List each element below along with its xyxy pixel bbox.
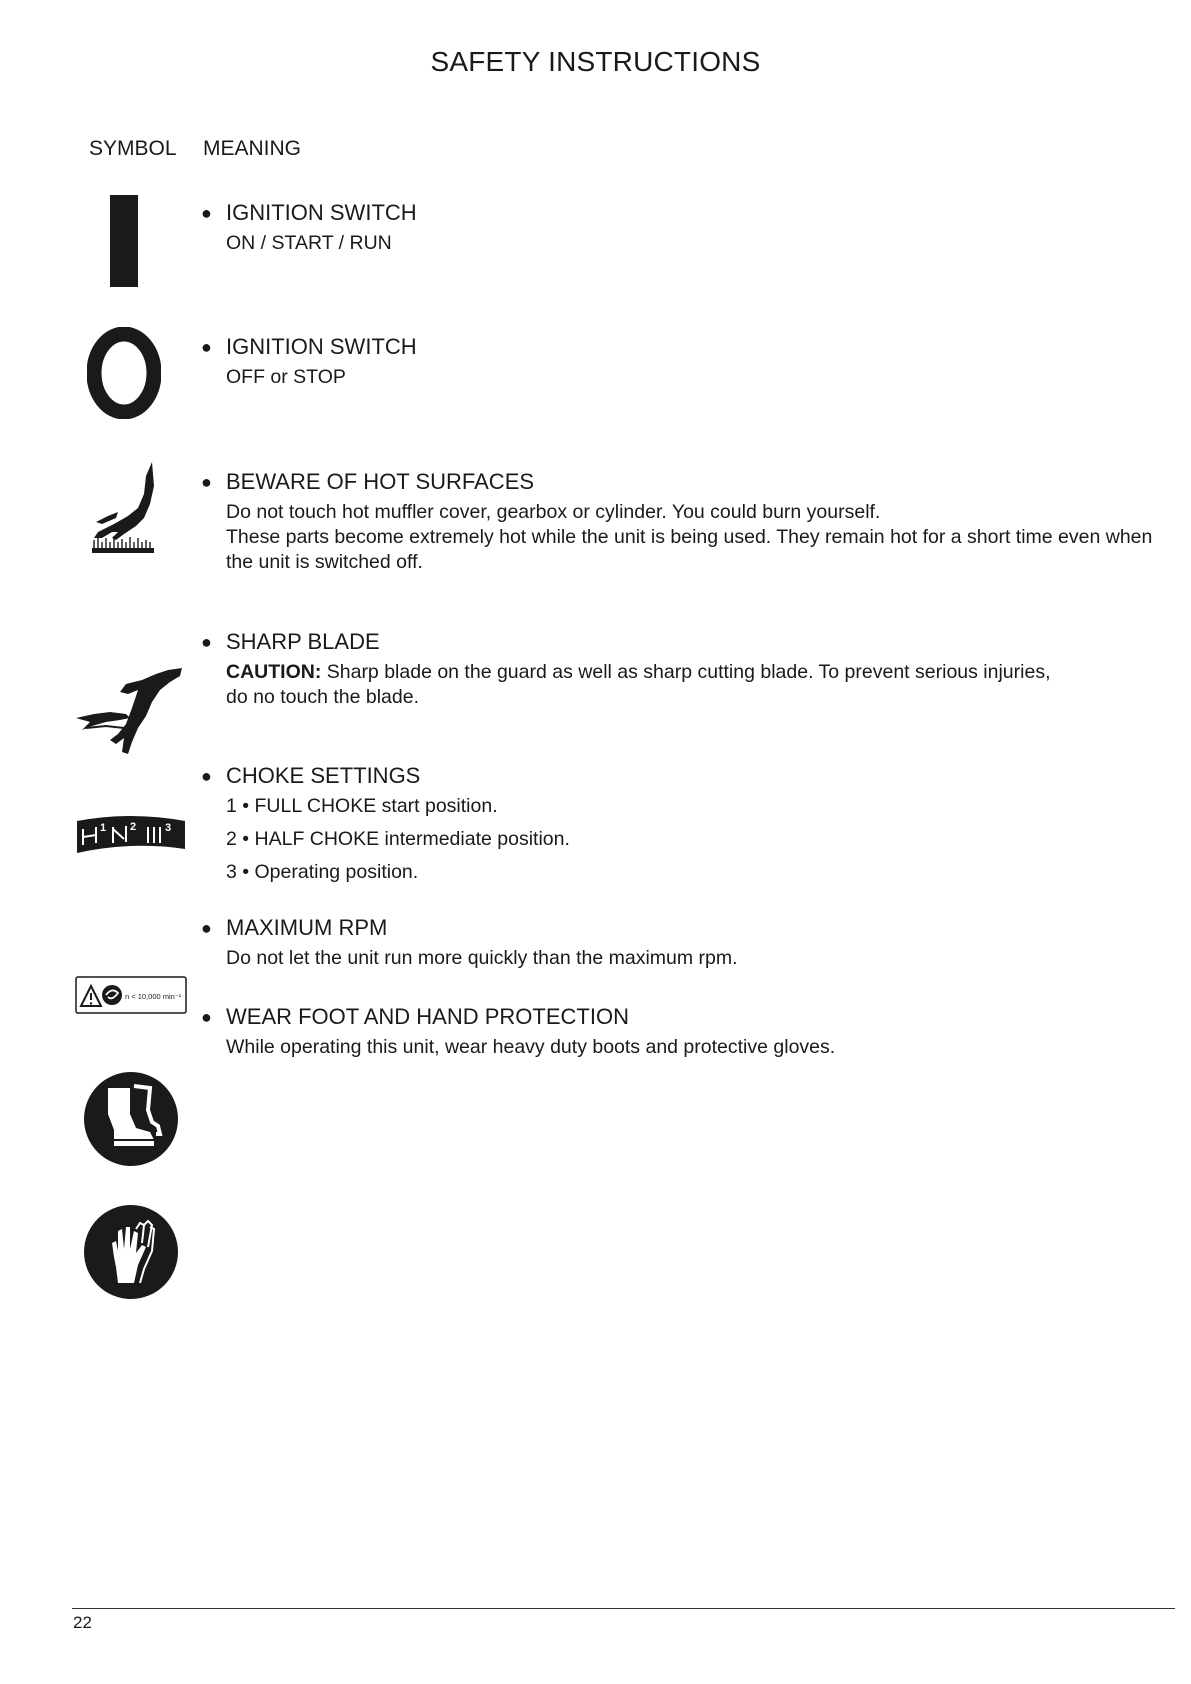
- sharp-blade-icon: [76, 668, 186, 770]
- entry-title: [201, 628, 1161, 656]
- caution-label: CAUTION:: [226, 661, 322, 683]
- entry-text: the unit is switched off.: [226, 551, 423, 573]
- entry-title: [201, 199, 1161, 227]
- page-title: SAFETY INSTRUCTIONS: [430, 46, 761, 77]
- entry-text: Do not let the unit run more quickly than the maximum rpm.: [226, 947, 738, 969]
- choke-step: 3 • Operating position.: [226, 861, 419, 883]
- entry-ignition-on: [201, 199, 1161, 256]
- bullet: ●: [201, 632, 212, 652]
- hot-surface-icon: [88, 462, 160, 558]
- entry-title: [201, 468, 1161, 496]
- entry-foot-hand-protection: [201, 1003, 1161, 1060]
- entry-text: do no touch the blade.: [226, 686, 419, 708]
- max-rpm-icon: [75, 976, 187, 1014]
- entry-text: OFF or STOP: [226, 366, 346, 388]
- entry-title-text: WEAR FOOT AND HAND PROTECTION: [226, 1004, 629, 1029]
- page-number: 22: [73, 1613, 92, 1632]
- bullet: ●: [201, 918, 212, 938]
- bullet: ●: [201, 203, 212, 223]
- entry-title: [201, 1003, 1161, 1031]
- footer-divider: [72, 1608, 1175, 1609]
- entry-maximum-rpm: [201, 914, 1161, 971]
- bullet: ●: [201, 766, 212, 786]
- entry-title-text: IGNITION SWITCH: [226, 200, 417, 225]
- entry-title-text: SHARP BLADE: [226, 629, 380, 654]
- choke-label-1: 1: [100, 822, 107, 834]
- entry-hot-surfaces: [201, 468, 1161, 575]
- ignition-on-icon: [110, 195, 138, 287]
- gloves-icon: [84, 1203, 178, 1301]
- entry-title: [201, 762, 1161, 790]
- bullet: ●: [201, 1007, 212, 1027]
- boots-icon: [84, 1070, 178, 1168]
- bullet: ●: [201, 472, 212, 492]
- choke-step: 1 • FULL CHOKE start position.: [226, 795, 498, 817]
- choke-step: 2 • HALF CHOKE intermediate position.: [226, 828, 570, 850]
- entry-title-text: CHOKE SETTINGS: [226, 763, 421, 788]
- choke-settings-icon: [76, 815, 186, 855]
- entry-title-text: BEWARE OF HOT SURFACES: [226, 469, 535, 494]
- entry-text: These parts become extremely hot while the unit is being used. They remain hot for a short time even when: [226, 526, 1153, 548]
- entry-title-text: MAXIMUM RPM: [226, 915, 388, 940]
- entry-choke-settings: [201, 762, 1161, 893]
- entry-text: While operating this unit, wear heavy duty boots and protective gloves.: [226, 1036, 836, 1058]
- entry-sharp-blade: [201, 628, 1161, 710]
- choke-label-3: 3: [165, 822, 172, 834]
- entry-title: [201, 333, 1161, 361]
- entry-text: ON / START / RUN: [226, 232, 392, 254]
- column-header-symbol: SYMBOL: [89, 137, 177, 160]
- entry-ignition-off: [201, 333, 1161, 390]
- entry-title-text: IGNITION SWITCH: [226, 334, 417, 359]
- max-rpm-label: n < 10,000 min⁻¹: [125, 992, 182, 1001]
- bullet: ●: [201, 337, 212, 357]
- entry-text: Do not touch hot muffler cover, gearbox or cylinder. You could burn yourself.: [226, 501, 881, 523]
- choke-label-2: 2: [130, 821, 137, 833]
- ignition-off-icon: [87, 327, 161, 419]
- entry-title: [201, 914, 1161, 942]
- column-header-meaning: MEANING: [203, 137, 302, 160]
- entry-text: Sharp blade on the guard as well as sharp cutting blade. To prevent serious injuries,: [321, 661, 1051, 683]
